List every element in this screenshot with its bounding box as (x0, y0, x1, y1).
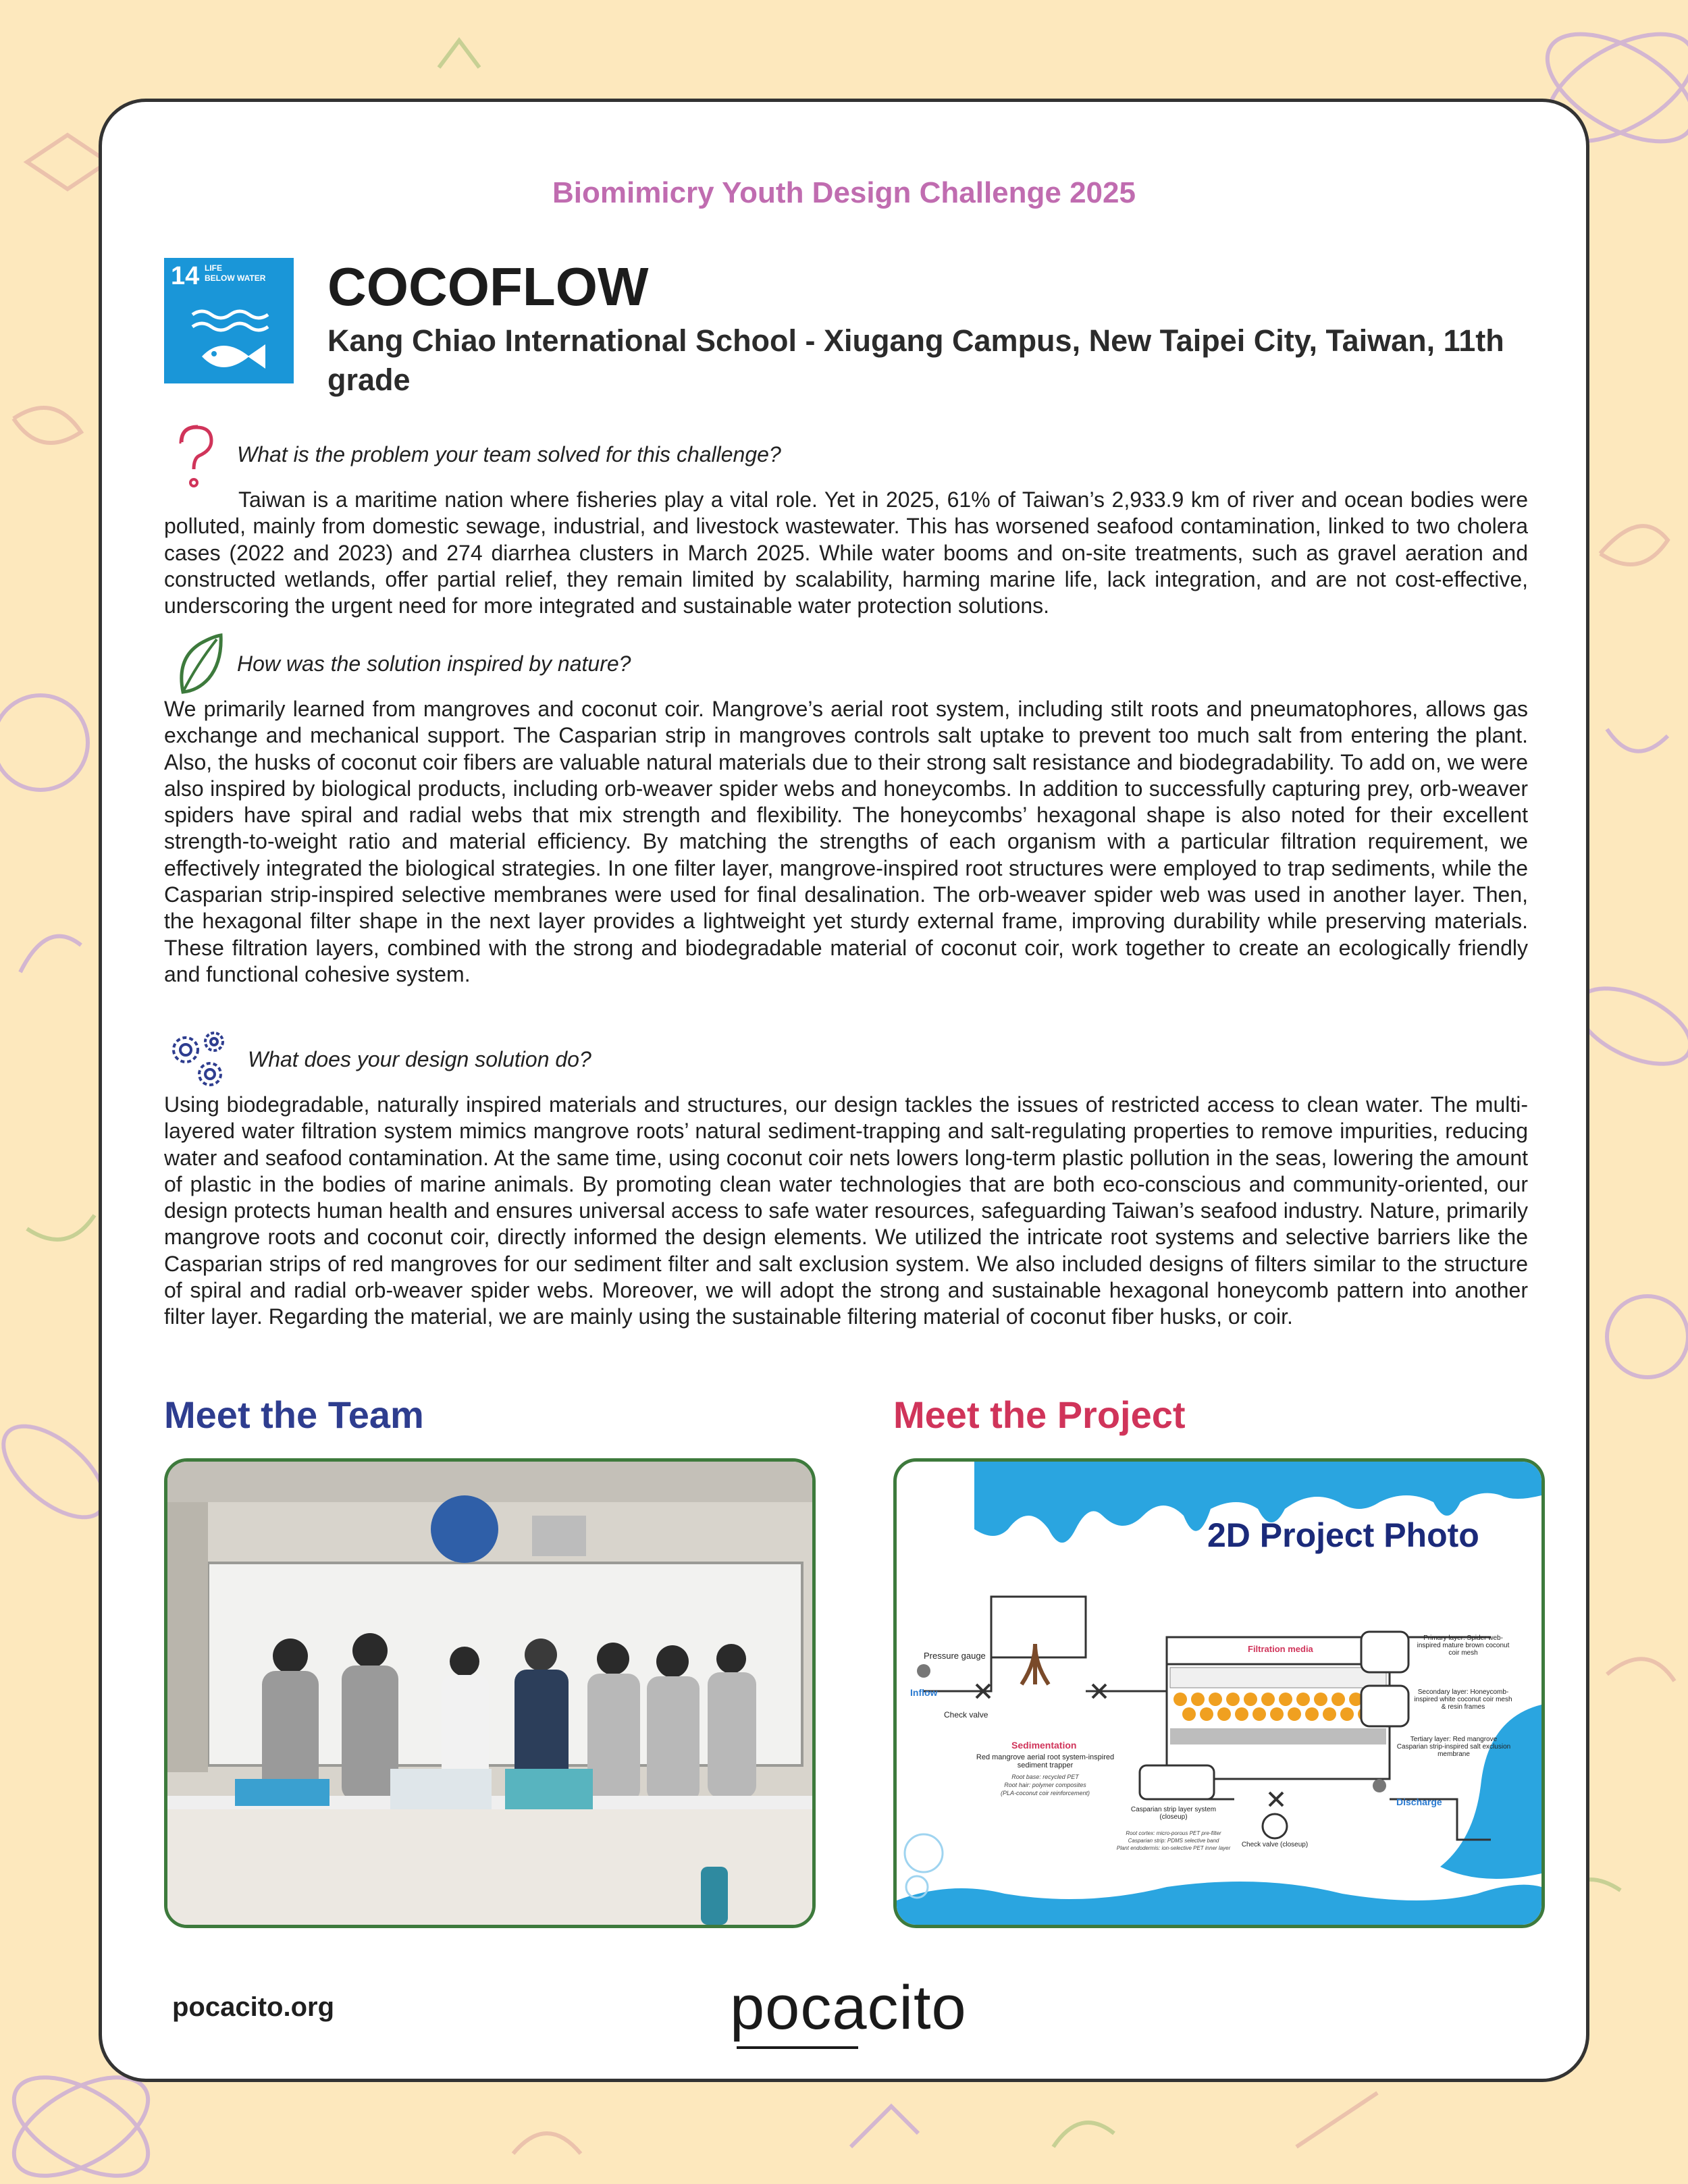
casparian-note-3: Plant endodermis: ion-selective PET inner layer (1116, 1845, 1231, 1851)
discharge-label: Discharge (1396, 1796, 1442, 1807)
project-title: COCOFLOW (327, 257, 649, 317)
sedimentation-note-3: (PLA-coconut coir reinforcement) (1000, 1790, 1090, 1796)
sedimentation-note-1: Root base: recycled PET (1011, 1774, 1079, 1780)
check-valve-closeup-label: Check valve (closeup) (1241, 1841, 1309, 1848)
filtration-media-label: Filtration media (1248, 1644, 1313, 1654)
diagram-title: 2D Project Photo (1207, 1516, 1479, 1554)
sdg-label: LIFE BELOW WATER (205, 263, 266, 283)
sedimentation-description: Red mangrove aerial root system-inspired sediment trapper (976, 1753, 1115, 1769)
meet-the-team-heading: Meet the Team (164, 1393, 424, 1436)
fish-icon (188, 305, 272, 375)
inflow-label: Inflow (910, 1687, 938, 1698)
question-nature: How was the solution inspired by nature? (237, 651, 631, 676)
question-mark-icon (175, 423, 215, 491)
sdg-number: 14 (171, 262, 200, 290)
logo-underline (737, 2046, 858, 2049)
answer-problem: Taiwan is a maritime nation where fisheries play a vital role. Yet in 2025, 61% of Taiwan’s 2,933.9 km of river and ocean bodies were polluted, mainly from domestic sewage, industrial, and livestock wastewater. This has worsened seafood contamination, linked to two cholera cases (2022 and 2023) and 274 diarrhea clusters in March 2025. While water booms and on-site treatments, such as gravel aeration and constructed wetlands, offer partial relief, they remain limited by scalability, harming marine life, lack integration, and are not cost-effective, underscoring the urgent need for more integrated and sustainable water protection solutions. (164, 487, 1528, 618)
challenge-title: Biomimicry Youth Design Challenge 2025 (552, 176, 1136, 209)
question-problem: What is the problem your team solved for this challenge? (237, 442, 781, 467)
leaf-icon (174, 633, 226, 697)
casparian-note-1: Root cortex: micro-porous PET pre-filter (1126, 1830, 1221, 1836)
school-name: Kang Chiao International School - Xiugang Campus, New Taipei City, Taiwan, 11th grade (327, 323, 1504, 397)
project-photo (893, 1458, 1545, 1928)
secondary-layer-label: Secondary layer: Honeycomb-inspired white coconut coir mesh & resin frames (1414, 1688, 1512, 1711)
gears-icon (165, 1027, 233, 1092)
casparian-label: Casparian strip layer system (closeup) (1130, 1806, 1217, 1821)
footer-url: pocacito.org (172, 1992, 335, 2022)
pocacito-logo: pocacito (730, 1973, 967, 2042)
answer-design: Using biodegradable, naturally inspired materials and structures, our design tackles the issues of restricted access to clean water. The multi-layered water filtration system mimics mangrove roots’ natural sediment-trapping and salt-regulating properties to remove impurities, reducing water and seafood contamination. At the same time, using coconut coir nets lowers long-term plastic pollution in the seas, lowering the amount of plastic in the bodies of marine animals. By promoting clean water technologies that are both eco-conscious and community-oriented, our design protects human health and ensures universal access to safe water resources, safeguarding Taiwan’s seafood industry. Nature, primarily mangrove roots and coconut coir, directly informed the design elements. We utilized the intricate root systems and selective barriers like the Casparian strips of red mangroves for our sediment filter and salt exclusion system. We also included designs of filters similar to the structure of spiral and radial orb-weaver spider webs. Moreover, we will adopt the strong and sustainable hexagonal honeycomb pattern into another filter layer. Regarding the material, we are mainly using the sustainable filtering material of coconut fiber husks, or coir. (164, 1092, 1528, 1329)
tertiary-layer-label: Tertiary layer: Red mangrove Casparian strip-inspired salt exclusion membrane (1396, 1736, 1511, 1758)
pressure-gauge-label: Pressure gauge (924, 1651, 986, 1661)
poster-card (99, 99, 1589, 2082)
team-photo-illustration (167, 1462, 812, 1925)
question-design: What does your design solution do? (248, 1047, 591, 1071)
sdg-14-badge (164, 258, 294, 383)
sedimentation-note-2: Root hair: polymer composites (1004, 1782, 1086, 1788)
answer-nature: We primarily learned from mangroves and coconut coir. Mangrove’s aerial root system, including stilt roots and pneumatophores, allows gas exchange and mechanical support. The Casparian strip in mangroves controls salt uptake to prevent too much salt from entering the plant. Also, the husks of coconut coir fibers are valuable natural materials due to their strong salt resistance and biodegradability. To add on, we were also inspired by biological products, including orb-weaver spider webs and honeycombs. In addition to successfully capturing prey, orb-weaver spiders have spiral and radial webs that mix strength and flexibility. The honeycombs’ hexagonal shape is also noted for their excellent strength-to-weight ratio and material efficiency. By matching the strengths of each organism with a particular filtration requirement, we effectively integrated the biological strategies. In one filter layer, mangrove-inspired root structures were employed to trap sediments, while the Casparian strip-inspired selective membranes were used for final desalination. The orb-weaver spider web was used in another layer. Then, the hexagonal filter shape in the next layer provides a lightweight yet sturdy external frame, improving durability while preserving materials. These filtration layers, combined with the strong and biodegradable material of coconut coir, work together to create an ecologically friendly and functional cohesive system. (164, 697, 1528, 986)
team-photo (164, 1458, 816, 1928)
casparian-note-2: Casparian strip: PDMS selective band (1128, 1838, 1219, 1844)
primary-layer-label: Primary layer: Spider web-inspired mature brown coconut coir mesh (1417, 1634, 1510, 1657)
sedimentation-label: Sedimentation (1011, 1740, 1077, 1751)
meet-the-project-heading: Meet the Project (893, 1393, 1186, 1436)
check-valve-label: Check valve (944, 1710, 988, 1720)
